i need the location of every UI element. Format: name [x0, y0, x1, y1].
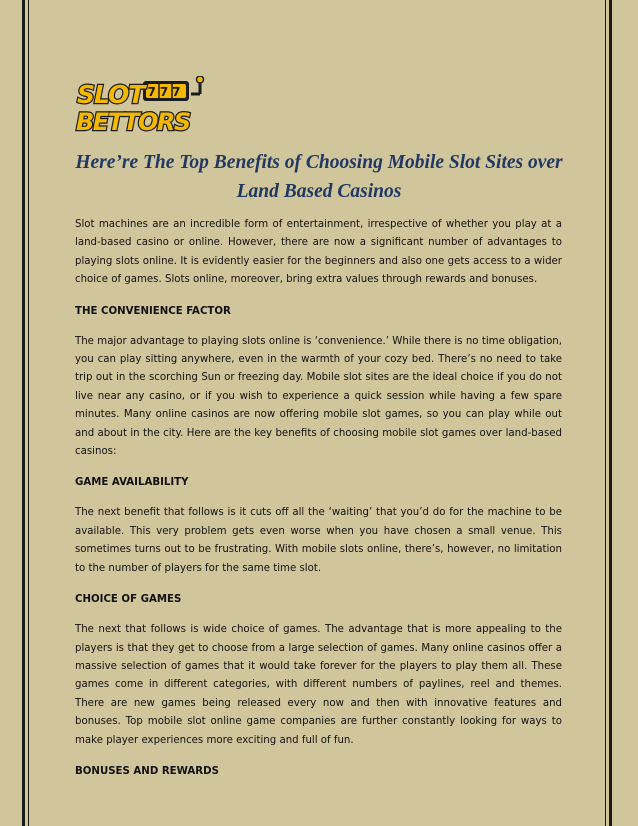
page-title: Here’re The Top Benefits of Choosing Mobile Slot Sites over Land Based Casinos [75, 152, 563, 202]
section-heading: CHOICE OF GAMES [75, 594, 182, 606]
section-heading: THE CONVENIENCE FACTOR [75, 305, 231, 317]
logo-word-slot: SLOT [77, 80, 145, 109]
intro-paragraph: Slot machines are an incredible form of entertainment, irrespective of whether you play at a land-based casino or online. However, there are now a significant number of advantages to playing slots online. It is evidently easier for the beginners and also one gets access to a wider choice of games. Slots online, moreover, bring extra values through rewards and bonuses. [75, 219, 562, 286]
logo-reels: 777 [147, 85, 185, 99]
article-body [75, 216, 562, 793]
section-paragraph: The major advantage to playing slots online is ‘convenience.’ While there is no time obligation, you can play sitting anywhere, even in the warmth of your cozy bed. There’s no need to take trip out in the scorching Sun or freezing day. Mobile slot sites are the ideal choice if you do not live near any casino, or if you wish to experience a quick session while having a few spare minutes. Many online casinos are now offering mobile slot games, so you can play while out and about in the city. Here are the key benefits of choosing mobile slot games over land-based casinos: [75, 335, 562, 458]
section-heading: BONUSES AND REWARDS [75, 765, 219, 777]
section-heading: GAME AVAILABILITY [75, 477, 189, 489]
section-paragraph: The next that follows is wide choice of games. The advantage that is more appealing to the players is that they get to choose from a large selection of games. Many online casinos offer a massive selection of games that it would take forever for the players to play them all. These games come in different categories, with different numbers of paylines, reel and themes. There are new games being released every now and then with innovative features and bonuses. Top mobile slot online game companies are further constantly looking for ways to make player experiences more exciting and full of fun. [75, 624, 562, 746]
section-paragraph: The next benefit that follows is it cuts off all the ‘waiting’ that you’d do for the machine to be available. This very problem gets even worse when you have chosen a small venue. This sometimes turns out to be frustrating. With mobile slots online, there’s, however, no limitation to the number of players for the same time slot. [75, 507, 562, 574]
logo-word-bettors: BETTORS [76, 108, 190, 134]
slotbettors-logo [74, 76, 216, 134]
